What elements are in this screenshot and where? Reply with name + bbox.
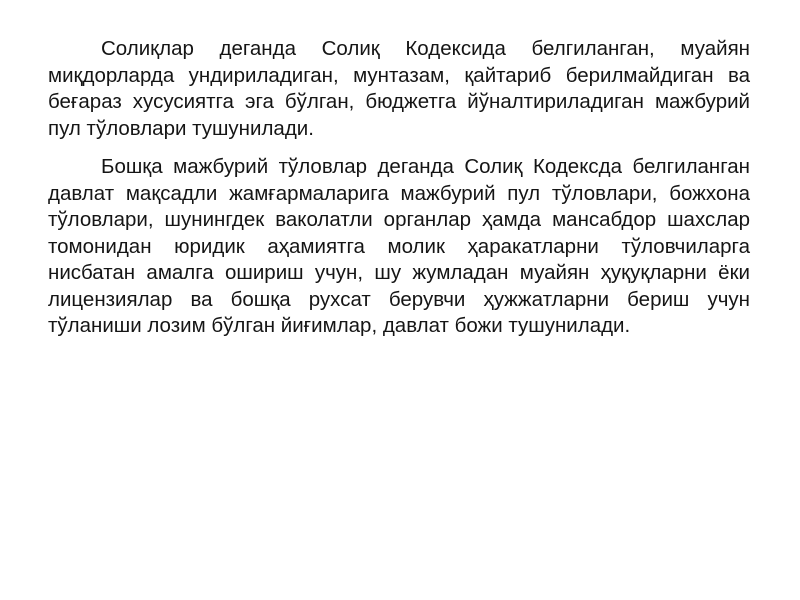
paragraph-tax-definition: Солиқлар деганда Солиқ Кодексида белгиланган, муайян миқдорларда ундириладиган, мунтазам, қайтариб берилмайдиган ва беғараз хусусиятга эга бўлган, бюджетга йўналтириладиган мажбурий пул тўловлари тушунилади.: [48, 37, 750, 140]
paragraph-other-payments-definition: Бошқа мажбурий тўловлар деганда Солиқ Кодексда белгиланган давлат мақсадли жамғармаларига мажбурий пул тўловлари, божхона тўловлари, шунингдек ваколатли органлар ҳамда мансабдор шахслар томонидан юридик аҳамиятга молик ҳаракатларни тўловчиларга нисбатан амалга ошириш учун, шу жумладан муайян ҳуқуқларни ёки лицензиялар ва бошқа рухсат берувчи ҳужжатларни бериш учун тўланиши лозим бўлган йиғимлар, давлат божи тушунилади.: [48, 155, 750, 337]
